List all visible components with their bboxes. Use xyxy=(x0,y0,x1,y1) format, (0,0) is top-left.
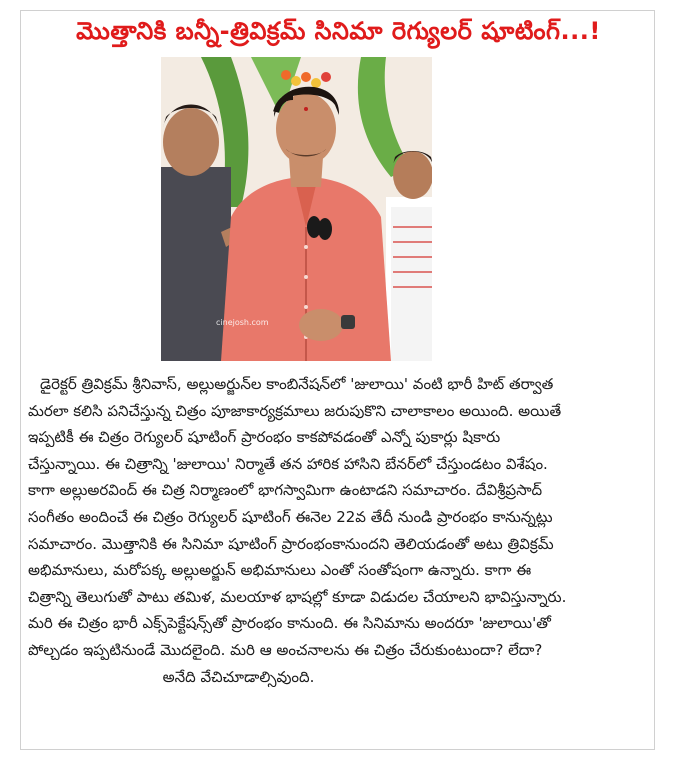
article-line: చేస్తున్నాయి. ఈ చిత్రాన్ని 'జులాయి' నిర్మాతే తన హారిక హాసిని బేనర్‌లో చేస్తుండటం విశేషం. xyxy=(28,454,548,473)
article-line: సంగీతం అందించే ఈ చిత్రం రెగ్యులర్ షూటింగ్ ఈనెల 22వ తేదీ నుండి ప్రారంభం కానున్నట్లు xyxy=(28,507,553,526)
article-line: పోల్చడం ఇప్పటినుండే మొదలైంది. మరి ఆ అంచనాలను ఈ చిత్రం చేరుకుంటుందా? లేదా? xyxy=(28,640,543,659)
photo-watermark: cinejosh.com xyxy=(216,318,269,327)
article-line: మరి ఈ చిత్రం భారీ ఎక్స్‌పెక్టేషన్స్‌తో ప్రారంభం కానుంది. ఈ సినిమాను అందరూ 'జులాయి'తో xyxy=(28,614,551,633)
article-line: అభిమానులు, మరోపక్క అల్లుఅర్జున్ అభిమానులు ఎంతో సంతోషంగా ఉన్నారు. కాగా ఈ xyxy=(28,561,532,580)
article-card xyxy=(20,10,655,750)
photo-illustration xyxy=(161,57,432,361)
headline: మొత్తానికి బన్నీ-త్రివిక్రమ్ సినిమా రెగ్యులర్ షూటింగ్...! xyxy=(76,17,601,45)
article-line: కాగా అల్లుఅరవింద్ ఈ చిత్ర నిర్మాణంలో భాగస్వామిగా ఉంటాడని సమాచారం. దేవిశ్రీప్రసాద్ xyxy=(28,481,543,500)
article-line: ఇప్పటికీ ఈ చిత్రం రెగ్యులర్ షూటింగ్ ప్రారంభం కాకపోవడంతో ఎన్నో పుకార్లు షికారు xyxy=(28,428,501,447)
article-line: అనేది వేచిచూడాల్సివుంది. xyxy=(162,667,315,686)
article-line: మరలా కలిసి పనిచేస్తున్న చిత్రం పూజాకార్యక్రమాలు జరుపుకొని చాలాకాలం అయింది. అయితే xyxy=(28,401,562,420)
article-photo xyxy=(161,57,432,361)
article-body xyxy=(28,371,649,690)
article-line: డైరెక్టర్ త్రివిక్రమ్ శ్రీనివాస్, అల్లుఅర్జున్‌ల కాంబినేషన్‌లో 'జులాయి' వంటి భారీ హిట్ తర్వాత xyxy=(40,375,554,393)
article-line: చిత్రాన్ని తెలుగుతో పాటు తమిళ, మలయాళ భాషల్లో కూడా విడుదల చేయాలని భావిస్తున్నారు. xyxy=(28,587,567,606)
article-line: సమాచారం. మొత్తానికి ఈ సినిమా షూటింగ్ ప్రారంభంకానుందని తెలియడంతో అటు త్రివిక్రమ్ xyxy=(28,534,554,553)
